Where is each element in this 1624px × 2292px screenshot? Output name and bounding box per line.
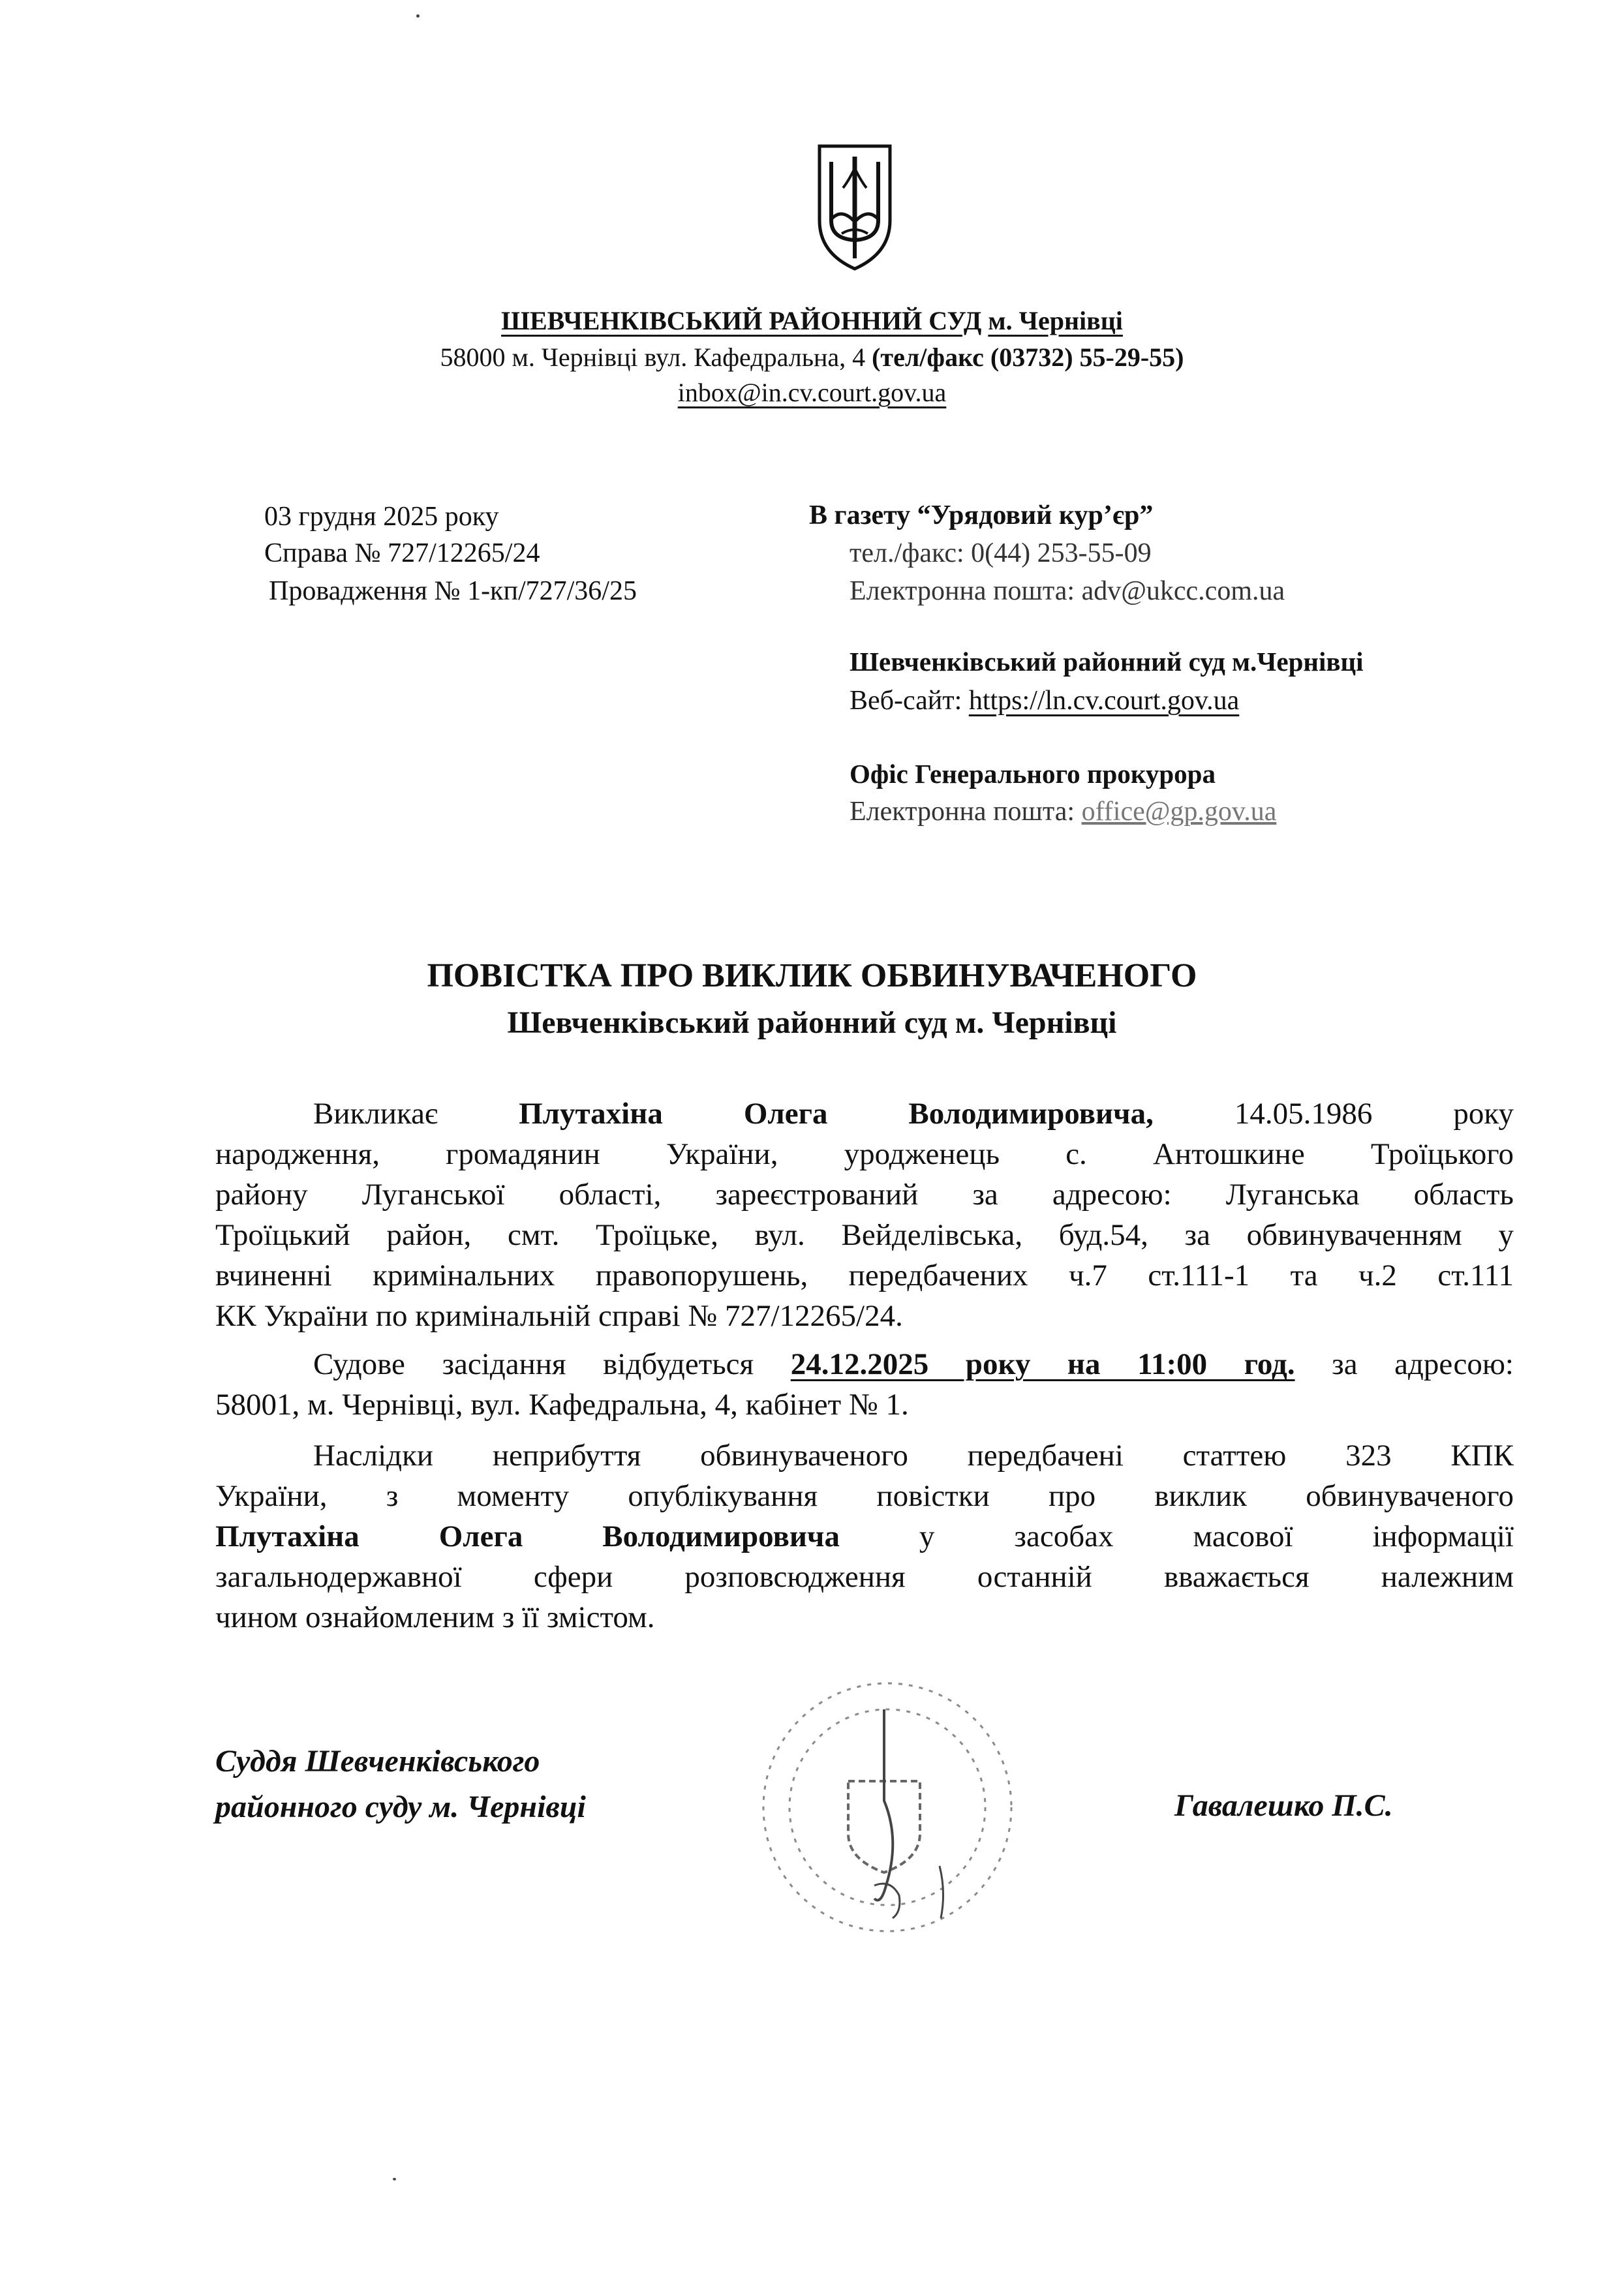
proceeding-number: Провадження № 1-кп/727/36/25 [269,576,637,606]
body-line [313,1096,1514,1131]
body-line: КК України по кримінальній справі № 727/12265/24. [215,1299,903,1333]
judge-name: Гавалешко П.С. [1174,1788,1393,1823]
hearing-datetime: 24.12.2025 року на 11:00 год. [790,1347,1295,1381]
court-title [0,305,1624,336]
body-line [313,1347,1514,1382]
scan-speck [416,14,420,18]
court-phone: (тел/факс (03732) 55-29-55) [872,343,1184,372]
signature-title-line1: Суддя Шевченківського [215,1744,540,1779]
prosecutor-email-link[interactable]: office@gp.gov.ua [1081,797,1277,827]
signature-title-line2: районного суду м. Чернівці [215,1790,586,1824]
trident-emblem-icon [816,142,894,273]
court-title-city: м. Чернівці [988,306,1123,335]
court-address-text: 58000 м. Чернівці вул. Кафедральна, 4 [440,343,872,372]
body-text: Судове засідання відбудеться [313,1347,791,1381]
recipient-newspaper: В газету “Урядовий кур’єр” [809,500,1154,530]
newspaper-email-link[interactable]: adv@ukcc.com.ua [1081,576,1285,606]
court-website [850,685,1239,716]
newspaper-phone: тел./факс: 0(44) 253-55-09 [850,538,1152,568]
prosecutor-email [850,796,1276,827]
body-text: у засобах масової інформації [839,1520,1514,1553]
prosecutor-email-label: Електронна пошта: [850,797,1082,827]
court-email [0,377,1624,408]
body-line [215,1519,1514,1554]
recipient-prosecutor: Офіс Генерального прокурора [850,759,1216,789]
newspaper-email [850,575,1285,607]
body-line: району Луганської області, зареєстрований за адресою: Луганська область [215,1178,1514,1212]
body-line: Наслідки неприбуття обвинуваченого передбачені статтею 323 КПК [313,1439,1514,1473]
court-seal-icon [750,1670,1024,1944]
body-line: Троїцький район, смт. Троїцьке, вул. Вейделівська, буд.54, за обвинуваченням у [215,1218,1514,1252]
court-website-label: Веб-сайт: [850,686,969,716]
recipient-court: Шевченківський районний суд м.Чернівці [850,647,1364,677]
body-line: вчиненні кримінальних правопорушень, передбачених ч.7 ст.111-1 та ч.2 ст.111 [215,1259,1514,1292]
court-address [0,342,1624,373]
body-line: 58001, м. Чернівці, вул. Кафедральна, 4, кабінет № 1. [215,1388,909,1422]
court-email-link[interactable]: inbox@in.cv.court.gov.ua [677,378,947,407]
case-number: Справа № 727/12265/24 [264,538,540,568]
body-text: Викликає [313,1097,519,1131]
document-title: ПОВІСТКА ПРО ВИКЛИК ОБВИНУВАЧЕНОГО [427,957,1197,994]
body-text: за адресою: [1295,1347,1514,1381]
newspaper-email-label: Електронна пошта: [850,576,1082,606]
court-website-link[interactable]: https://ln.cv.court.gov.ua [968,686,1240,716]
document-date: 03 грудня 2025 року [264,502,499,532]
body-line: загальнодержавної сфери розповсюдження останній вважається належним [215,1560,1514,1594]
accused-name: Плутахіна Олега Володимировича, [519,1097,1154,1131]
accused-name: Плутахіна Олега Володимировича [215,1520,840,1553]
body-line: народження, громадянин України, уродженець с. Антошкине Троїцького [215,1137,1514,1171]
body-line: чином ознайомленим з її змістом. [215,1600,655,1634]
body-text: 14.05.1986 року [1153,1097,1514,1131]
body-line: України, з моменту опублікування повістки про виклик обвинуваченого [215,1479,1514,1513]
scan-speck [393,2178,396,2180]
document-subtitle: Шевченківський районний суд м. Чернівці [507,1005,1117,1040]
court-title-text: ШЕВЧЕНКІВСЬКИЙ РАЙОННИЙ СУД [501,306,982,335]
